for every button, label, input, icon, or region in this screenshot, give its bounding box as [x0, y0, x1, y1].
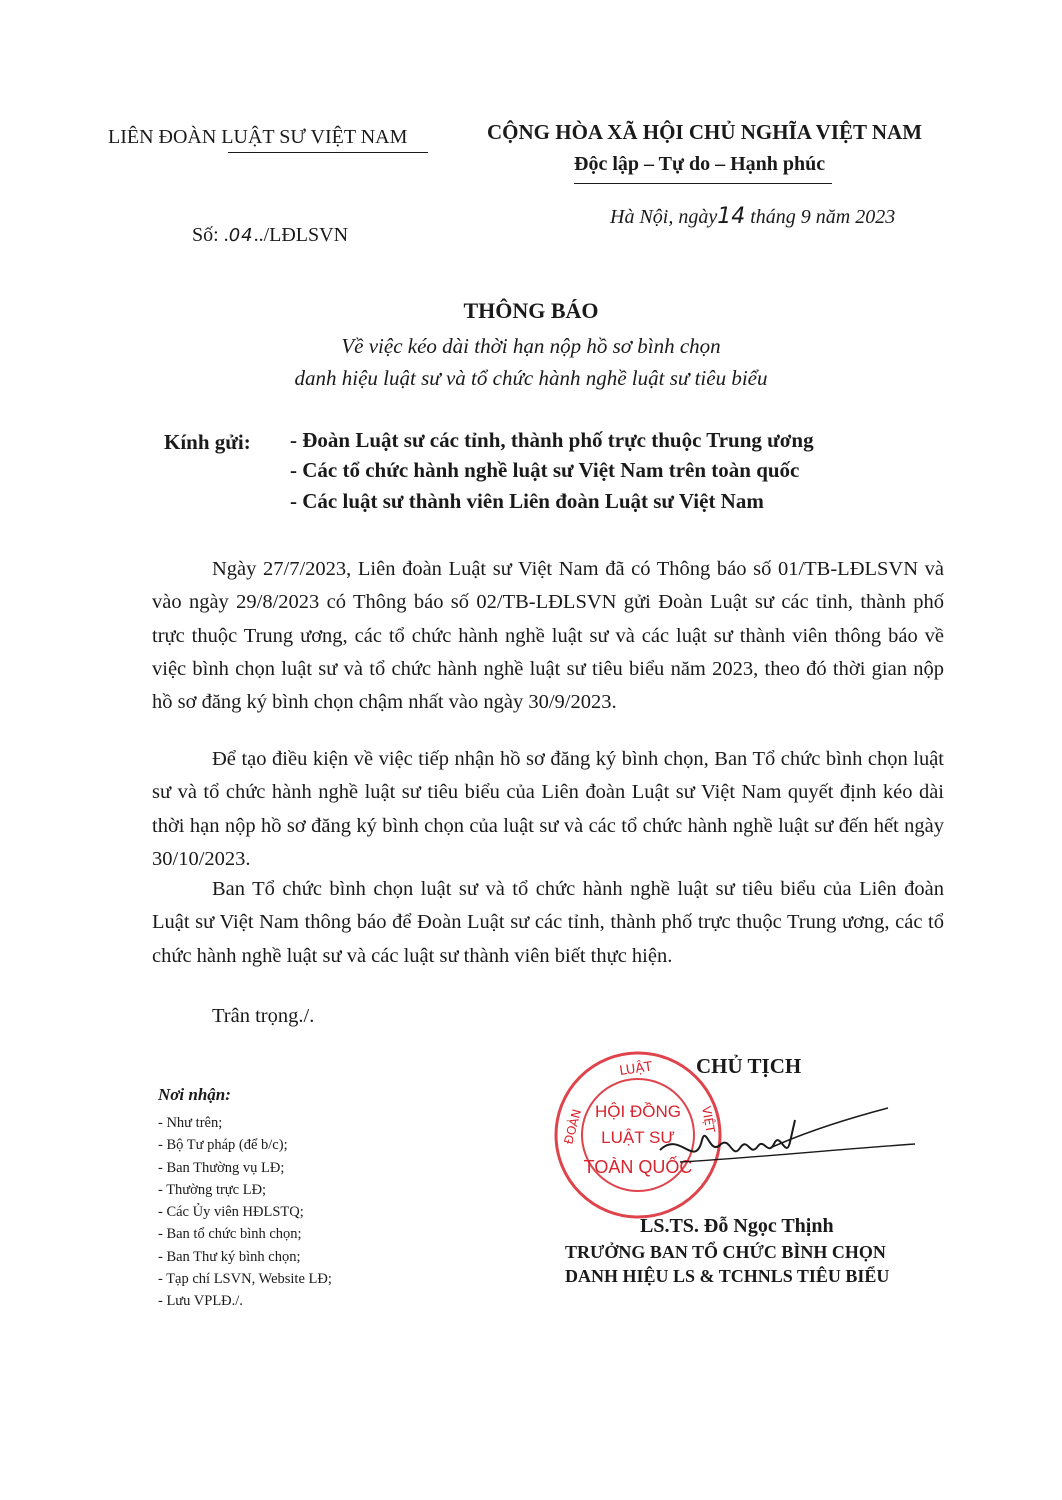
- document-title: THÔNG BÁO: [463, 298, 599, 323]
- handwritten-signature: [640, 1100, 920, 1190]
- signer-position: CHỦ TỊCH: [696, 1054, 802, 1078]
- closing-line: Trân trọng./.: [212, 1005, 315, 1027]
- stamp-line-2: LUẬT SƯ: [601, 1128, 675, 1147]
- stamp-line-3: TOÀN QUỐC: [583, 1157, 693, 1177]
- signer-role-line-2: DANH HIỆU LS & TCHNLS TIÊU BIỂU: [565, 1266, 890, 1286]
- signer-role-line-1: TRƯỞNG BAN TỔ CHỨC BÌNH CHỌN: [565, 1242, 886, 1262]
- document-number: Số: .04../LĐLSVN: [192, 224, 349, 246]
- list-item: - Lưu VPLĐ./.: [158, 1293, 243, 1310]
- stamp-ring-left: ĐOÀN: [561, 1107, 585, 1146]
- list-item: - Như trên;: [158, 1115, 223, 1131]
- list-item: - Thường trực LĐ;: [158, 1181, 267, 1198]
- handwritten-day: 14: [717, 204, 746, 229]
- list-item: - Ban Thường vụ LĐ;: [158, 1159, 285, 1176]
- motto-underline: [574, 183, 832, 184]
- country-name: CỘNG HÒA XÃ HỘI CHỦ NGHĨA VIỆT NAM: [487, 120, 923, 144]
- handwritten-number: 04: [228, 225, 254, 246]
- list-item: - Các Ủy viên HĐLSTQ;: [158, 1204, 304, 1221]
- list-item: - Tạp chí LSVN, Website LĐ;: [158, 1271, 332, 1288]
- subtitle-line-1: Về việc kéo dài thời hạn nộp hồ sơ bình chọn: [341, 334, 721, 358]
- body-paragraph-2: Để tạo điều kiện về việc tiếp nhận hồ sơ đăng ký bình chọn, Ban Tổ chức bình chọn luật sư và tổ chức hành nghề luật sư tiêu biểu của Liên đoàn Luật sư Việt Nam quyết định kéo dài thời hạn nộp hồ sơ đăng ký bình chọn của luật sư và các tổ chức hành nghề luật sư đến hết ngày 30/10/2023.: [152, 748, 944, 870]
- signer-name: LS.TS. Đỗ Ngọc Thịnh: [640, 1215, 834, 1237]
- list-item: - Ban tổ chức bình chọn;: [158, 1226, 302, 1243]
- addressee-item: - Các luật sư thành viên Liên đoàn Luật sư Việt Nam: [290, 489, 764, 513]
- addressee-item: - Đoàn Luật sư các tỉnh, thành phố trực thuộc Trung ương: [290, 428, 814, 452]
- stamp-line-1: HỘI ĐỒNG: [595, 1102, 681, 1121]
- stamp-ring-top: LUẬT: [618, 1059, 654, 1079]
- national-motto: Độc lập – Tự do – Hạnh phúc: [574, 153, 826, 175]
- org-underline: [228, 152, 428, 153]
- distribution-list: [158, 1112, 332, 1313]
- body-paragraph-1: Ngày 27/7/2023, Liên đoàn Luật sư Việt Nam đã có Thông báo số 01/TB-LĐLSVN và vào ngày 29/8/2023 có Thông báo số 02/TB-LĐLSVN gửi Đoàn Luật sư các tỉnh, thành phố trực thuộc Trung ương, các tổ chức hành nghề luật sư và các luật sư thành viên thông báo về việc bình chọn luật sư và tổ chức hành nghề luật sư tiêu biểu năm 2023, theo đó thời gian nộp hồ sơ đăng ký bình chọn chậm nhất vào ngày 30/9/2023.: [152, 558, 944, 714]
- addressee-label: Kính gửi:: [164, 430, 251, 454]
- distribution-title: Nơi nhận:: [158, 1085, 231, 1104]
- list-item: - Bộ Tư pháp (để b/c);: [158, 1137, 288, 1154]
- body-paragraph-3: Ban Tổ chức bình chọn luật sư và tổ chức hành nghề luật sư tiêu biểu của Liên đoàn Luật sư Việt Nam thông báo để Đoàn Luật sư các tỉnh, thành phố trực thuộc Trung ương, các tổ chức hành nghề luật sư và các luật sư thành viên biết thực hiện.: [152, 878, 944, 967]
- subtitle-line-2: danh hiệu luật sư và tổ chức hành nghề luật sư tiêu biểu: [294, 366, 768, 390]
- issue-date: Hà Nội, ngày14 tháng 9 năm 2023: [610, 204, 896, 229]
- list-item: - Ban Thư ký bình chọn;: [158, 1248, 301, 1265]
- issuing-organization: LIÊN ĐOÀN LUẬT SƯ VIỆT NAM: [108, 126, 408, 148]
- stamp-ring-right: VIỆT: [699, 1105, 718, 1134]
- addressee-item: - Các tổ chức hành nghề luật sư Việt Nam trên toàn quốc: [290, 458, 800, 482]
